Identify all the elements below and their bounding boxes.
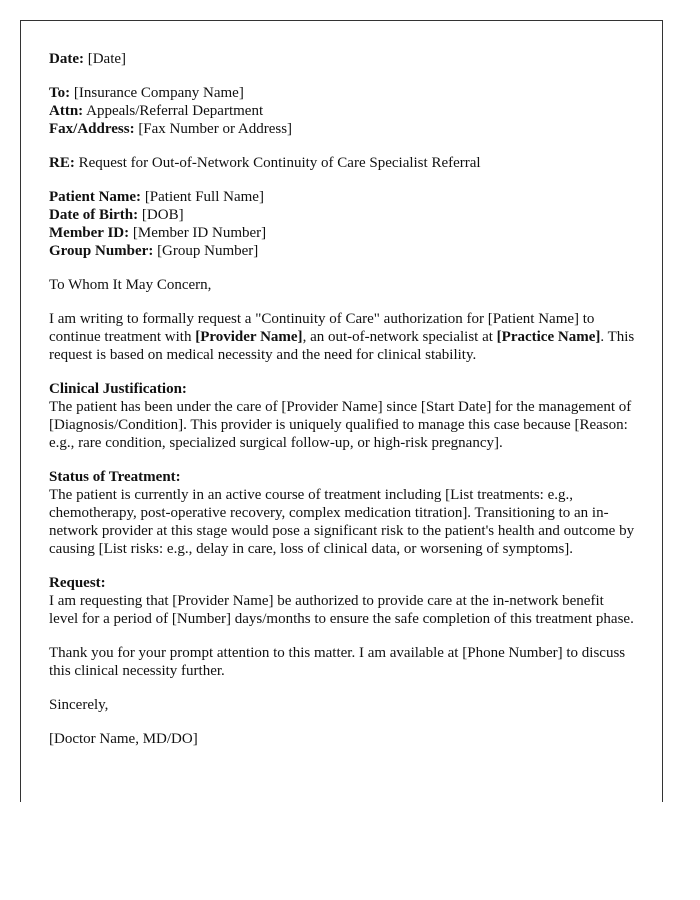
group-number-label: Group Number: xyxy=(49,243,154,259)
group-number-value: [Group Number] xyxy=(157,243,259,259)
signature: [Doctor Name, MD/DO] xyxy=(49,731,198,747)
request-section xyxy=(49,574,635,628)
fax-label: Fax/Address: xyxy=(49,121,135,137)
attn-label: Attn: xyxy=(49,103,84,119)
date-value: [Date] xyxy=(87,51,127,67)
recipient-block xyxy=(49,84,635,138)
dob-value: [DOB] xyxy=(141,207,184,223)
status-section xyxy=(49,468,635,558)
intro-provider: [Provider Name] xyxy=(195,329,303,345)
member-id-value: [Member ID Number] xyxy=(132,225,267,241)
intro-text-2: , an out-of-network specialist at xyxy=(302,329,497,345)
patient-block xyxy=(49,188,635,260)
justification-section xyxy=(49,380,635,452)
to-value: [Insurance Company Name] xyxy=(73,85,244,101)
status-heading: Status of Treatment: xyxy=(49,469,181,485)
subject-line xyxy=(49,154,635,172)
to-label: To: xyxy=(49,85,71,101)
intro-text: I am writing to formally request a "Continuity of Care" authorization for [Patient Name] to continue treatment with xyxy=(49,311,595,345)
salutation: To Whom It May Concern, xyxy=(49,277,212,293)
patient-name-value: [Patient Full Name] xyxy=(144,189,264,205)
letter-content xyxy=(49,50,635,748)
member-id-label: Member ID: xyxy=(49,225,130,241)
signoff: Sincerely, xyxy=(49,697,109,713)
date-label: Date: xyxy=(49,51,84,67)
patient-name-label: Patient Name: xyxy=(49,189,142,205)
intro-paragraph xyxy=(49,310,635,364)
intro-practice: [Practice Name] xyxy=(496,329,601,345)
attn-value: Appeals/Referral Department xyxy=(86,103,264,119)
re-value: Request for Out-of-Network Continuity of Care Specialist Referral xyxy=(78,155,481,171)
intro-text-3: . This request is based on medical necessity and the need for clinical stability. xyxy=(49,329,635,363)
justification-text: The patient has been under the care of [Provider Name] since [Start Date] for the management of [Diagnosis/Condition]. This provider is uniquely qualified to manage this case because [Reason: e.g., rare condition, specialized surgical follow-up, or high-risk pregnancy]. xyxy=(49,399,632,451)
status-text: The patient is currently in an active course of treatment including [List treatments: e.g., chemotherapy, post-operative recovery, complex medication titration]. Transitioning to an in-network provider at this stage would pose a significant risk to the patient's health and outcome by causing [List risks: e.g., delay in care, loss of clinical data, or worsening of symptoms]. xyxy=(49,487,635,557)
request-heading: Request: xyxy=(49,575,106,591)
request-text: I am requesting that [Provider Name] be authorized to provide care at the in-network benefit level for a period of [Number] days/months to ensure the safe completion of this treatment phase. xyxy=(49,593,634,627)
letter-page xyxy=(20,20,663,802)
date-line xyxy=(49,50,635,68)
closing-paragraph: Thank you for your prompt attention to this matter. I am available at [Phone Number] to discuss this clinical necessity further. xyxy=(49,645,626,679)
dob-label: Date of Birth: xyxy=(49,207,139,223)
justification-heading: Clinical Justification: xyxy=(49,381,187,397)
fax-value: [Fax Number or Address] xyxy=(138,121,293,137)
re-label: RE: xyxy=(49,155,75,171)
